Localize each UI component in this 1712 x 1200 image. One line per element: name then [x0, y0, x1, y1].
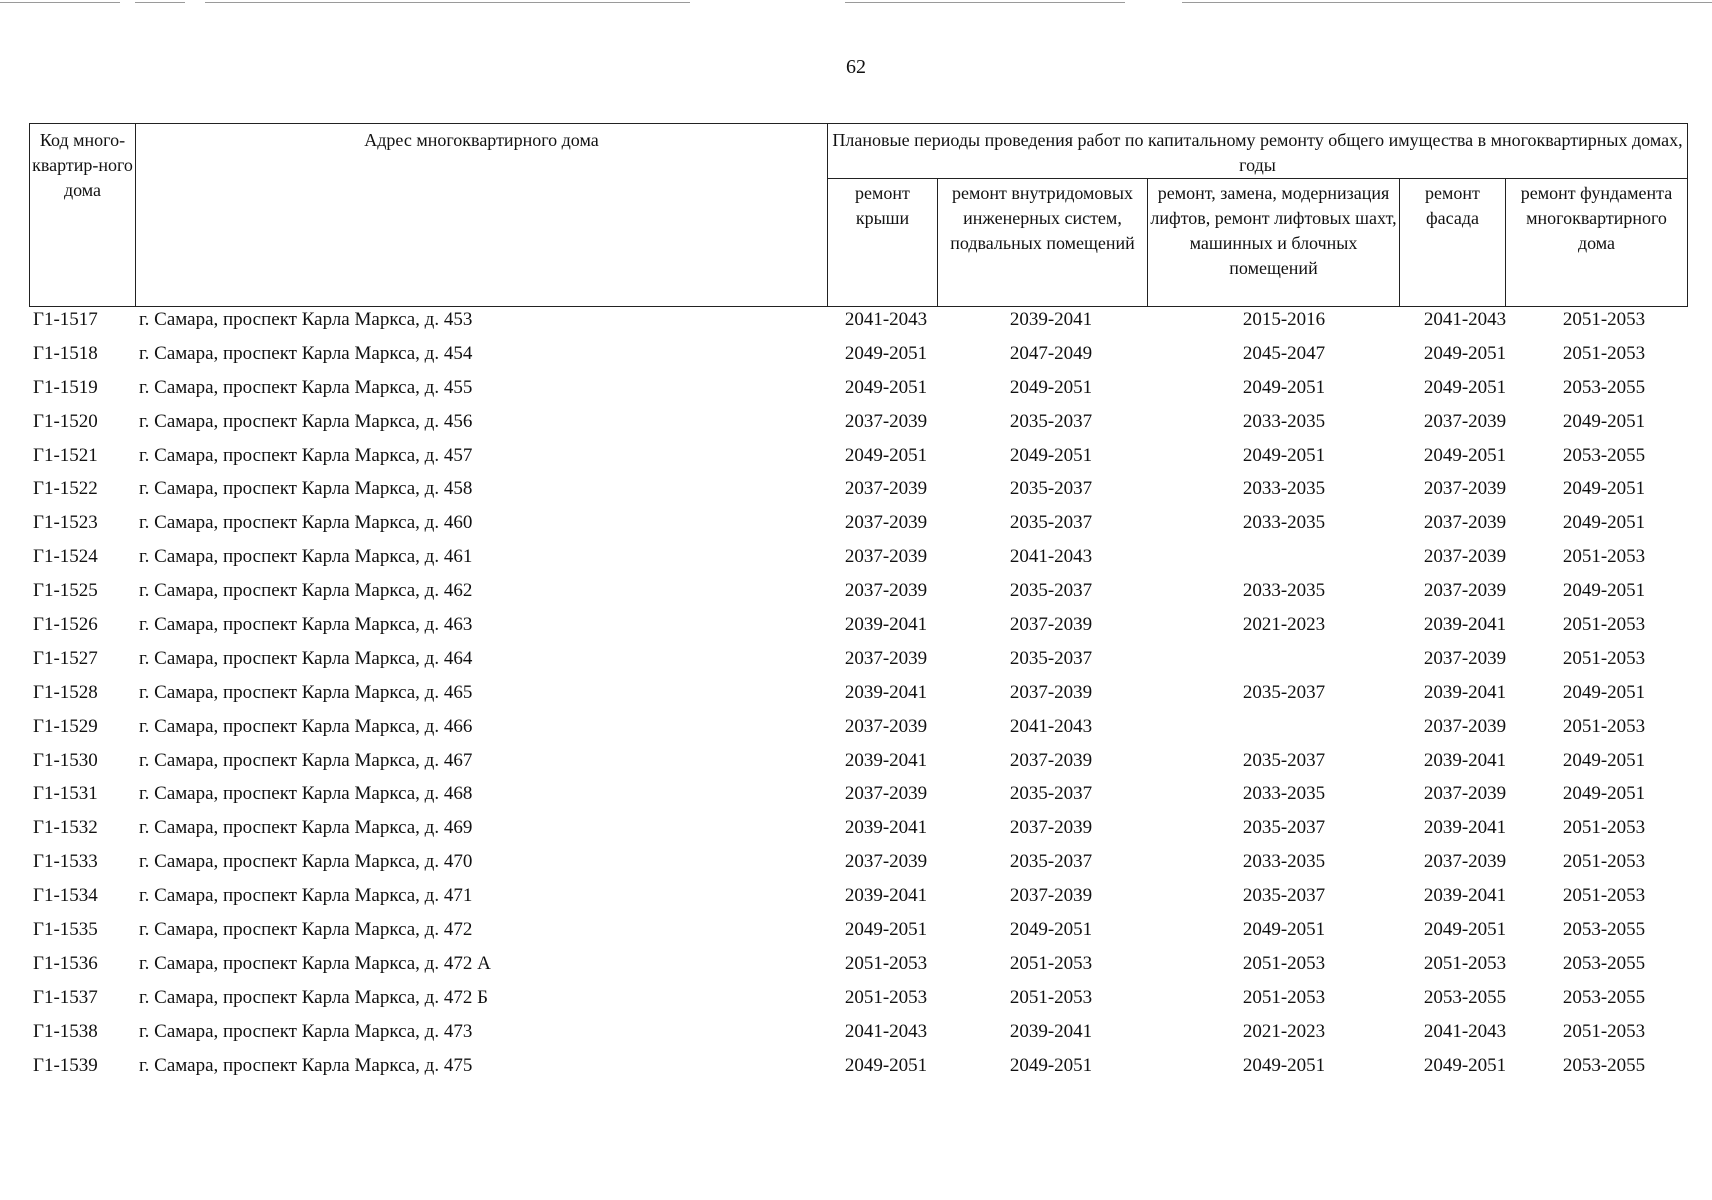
row-foundation-period: 2049-2051: [1562, 410, 1646, 432]
row-lifts-period: 2051-2053: [1242, 952, 1326, 974]
row-address: г. Самара, проспект Карла Маркса, д. 462: [139, 580, 473, 602]
table-row: [29, 646, 1687, 680]
row-roof-period: 2037-2039: [844, 715, 928, 737]
row-facade-period: 2037-2039: [1423, 512, 1507, 534]
row-roof-period: 2051-2053: [844, 952, 928, 974]
row-foundation-period: 2053-2055: [1562, 376, 1646, 398]
row-engineering-period: 2051-2053: [1009, 952, 1093, 974]
row-facade-period: 2037-2039: [1423, 580, 1507, 602]
row-code: Г1-1539: [33, 1054, 98, 1076]
row-code: Г1-1519: [33, 376, 98, 398]
row-code: Г1-1537: [33, 986, 98, 1008]
scan-edge-line: [135, 2, 185, 3]
table-row: [29, 883, 1687, 917]
row-code: Г1-1526: [33, 614, 98, 636]
header-code: Код много-квартир-ного дома: [30, 124, 136, 307]
table-row: [29, 714, 1687, 748]
row-roof-period: 2037-2039: [844, 647, 928, 669]
row-address: г. Самара, проспект Карла Маркса, д. 463: [139, 614, 473, 636]
row-code: Г1-1520: [33, 410, 98, 432]
row-facade-period: 2041-2043: [1423, 1020, 1507, 1042]
row-foundation-period: 2051-2053: [1562, 885, 1646, 907]
table-row: [29, 985, 1687, 1019]
row-engineering-period: 2035-2037: [1009, 783, 1093, 805]
row-code: Г1-1530: [33, 749, 98, 771]
scan-edge-line: [845, 2, 1125, 3]
row-foundation-period: 2049-2051: [1562, 478, 1646, 500]
row-facade-period: 2039-2041: [1423, 885, 1507, 907]
row-engineering-period: 2039-2041: [1009, 1020, 1093, 1042]
row-engineering-period: 2049-2051: [1009, 376, 1093, 398]
row-address: г. Самара, проспект Карла Маркса, д. 471: [139, 885, 473, 907]
row-engineering-period: 2037-2039: [1009, 817, 1093, 839]
row-code: Г1-1534: [33, 885, 98, 907]
row-engineering-period: 2035-2037: [1009, 410, 1093, 432]
row-foundation-period: 2051-2053: [1562, 309, 1646, 330]
row-roof-period: 2037-2039: [844, 410, 928, 432]
row-address: г. Самара, проспект Карла Маркса, д. 454: [139, 342, 473, 364]
row-engineering-period: 2035-2037: [1009, 647, 1093, 669]
row-roof-period: 2037-2039: [844, 851, 928, 873]
row-foundation-period: 2049-2051: [1562, 783, 1646, 805]
row-lifts-period: 2035-2037: [1242, 749, 1326, 771]
table-row: [29, 375, 1687, 409]
row-foundation-period: 2053-2055: [1562, 952, 1646, 974]
row-roof-period: 2049-2051: [844, 342, 928, 364]
table-body: [29, 307, 1687, 1086]
row-lifts-period: 2033-2035: [1242, 783, 1326, 805]
table-row: [29, 815, 1687, 849]
row-code: Г1-1525: [33, 580, 98, 602]
row-address: г. Самара, проспект Карла Маркса, д. 467: [139, 749, 473, 771]
row-foundation-period: 2051-2053: [1562, 647, 1646, 669]
row-address: г. Самара, проспект Карла Маркса, д. 457: [139, 444, 473, 466]
row-facade-period: 2039-2041: [1423, 681, 1507, 703]
row-foundation-period: 2049-2051: [1562, 512, 1646, 534]
row-lifts-period: 2021-2023: [1242, 1020, 1326, 1042]
row-roof-period: 2051-2053: [844, 986, 928, 1008]
row-facade-period: 2049-2051: [1423, 376, 1507, 398]
row-foundation-period: 2051-2053: [1562, 614, 1646, 636]
row-code: Г1-1522: [33, 478, 98, 500]
table-row: [29, 476, 1687, 510]
row-facade-period: 2037-2039: [1423, 783, 1507, 805]
row-roof-period: 2041-2043: [844, 309, 928, 330]
table-row: [29, 680, 1687, 714]
row-lifts-period: 2049-2051: [1242, 919, 1326, 941]
row-lifts-period: 2033-2035: [1242, 478, 1326, 500]
row-lifts-period: 2033-2035: [1242, 851, 1326, 873]
row-engineering-period: 2049-2051: [1009, 919, 1093, 941]
row-roof-period: 2049-2051: [844, 376, 928, 398]
row-facade-period: 2049-2051: [1423, 342, 1507, 364]
row-facade-period: 2039-2041: [1423, 614, 1507, 636]
row-address: г. Самара, проспект Карла Маркса, д. 472 Б: [139, 986, 489, 1008]
row-roof-period: 2039-2041: [844, 681, 928, 703]
row-address: г. Самара, проспект Карла Маркса, д. 461: [139, 546, 473, 568]
header-periods-group: Плановые периоды проведения работ по капитальному ремонту общего имущества в многоквартирных домах, годы: [828, 124, 1688, 179]
row-code: Г1-1538: [33, 1020, 98, 1042]
scan-edge-line: [1182, 2, 1712, 3]
row-facade-period: 2039-2041: [1423, 817, 1507, 839]
table-row: [29, 951, 1687, 985]
row-code: Г1-1523: [33, 512, 98, 534]
table-row: [29, 781, 1687, 815]
row-roof-period: 2039-2041: [844, 614, 928, 636]
row-code: Г1-1531: [33, 783, 98, 805]
table-row: [29, 409, 1687, 443]
row-foundation-period: 2051-2053: [1562, 546, 1646, 568]
row-foundation-period: 2053-2055: [1562, 919, 1646, 941]
row-engineering-period: 2037-2039: [1009, 749, 1093, 771]
table-row: [29, 1053, 1687, 1087]
row-foundation-period: 2051-2053: [1562, 851, 1646, 873]
row-lifts-period: 2051-2053: [1242, 986, 1326, 1008]
row-facade-period: 2041-2043: [1423, 309, 1507, 330]
row-engineering-period: 2035-2037: [1009, 851, 1093, 873]
table-header: [29, 123, 1688, 307]
row-roof-period: 2037-2039: [844, 478, 928, 500]
table-row: [29, 443, 1687, 477]
row-code: Г1-1536: [33, 952, 98, 974]
row-engineering-period: 2035-2037: [1009, 478, 1093, 500]
row-roof-period: 2049-2051: [844, 1054, 928, 1076]
row-lifts-period: 2015-2016: [1242, 309, 1326, 330]
row-roof-period: 2039-2041: [844, 885, 928, 907]
row-address: г. Самара, проспект Карла Маркса, д. 468: [139, 783, 473, 805]
row-engineering-period: 2037-2039: [1009, 614, 1093, 636]
row-address: г. Самара, проспект Карла Маркса, д. 466: [139, 715, 473, 737]
row-address: г. Самара, проспект Карла Маркса, д. 458: [139, 478, 473, 500]
row-foundation-period: 2049-2051: [1562, 749, 1646, 771]
header-lifts: ремонт, замена, модернизация лифтов, ремонт лифтовых шахт, машинных и блочных помещений: [1148, 179, 1400, 307]
row-facade-period: 2037-2039: [1423, 647, 1507, 669]
scan-edge-line: [0, 2, 120, 3]
row-roof-period: 2039-2041: [844, 749, 928, 771]
row-facade-period: 2037-2039: [1423, 478, 1507, 500]
row-address: г. Самара, проспект Карла Маркса, д. 470: [139, 851, 473, 873]
row-address: г. Самара, проспект Карла Маркса, д. 472 А: [139, 952, 491, 974]
row-facade-period: 2037-2039: [1423, 410, 1507, 432]
row-foundation-period: 2051-2053: [1562, 715, 1646, 737]
header-engineering: ремонт внутридомовых инженерных систем, подвальных помещений: [938, 179, 1148, 307]
row-address: г. Самара, проспект Карла Маркса, д. 453: [139, 309, 473, 330]
row-address: г. Самара, проспект Карла Маркса, д. 465: [139, 681, 473, 703]
row-code: Г1-1529: [33, 715, 98, 737]
row-roof-period: 2037-2039: [844, 512, 928, 534]
table-row: [29, 1019, 1687, 1053]
row-lifts-period: 2021-2023: [1242, 614, 1326, 636]
row-lifts-period: 2035-2037: [1242, 681, 1326, 703]
row-lifts-period: 2035-2037: [1242, 885, 1326, 907]
table-row: [29, 612, 1687, 646]
row-facade-period: 2037-2039: [1423, 546, 1507, 568]
row-engineering-period: 2041-2043: [1009, 546, 1093, 568]
row-foundation-period: 2053-2055: [1562, 986, 1646, 1008]
row-engineering-period: 2041-2043: [1009, 715, 1093, 737]
row-address: г. Самара, проспект Карла Маркса, д. 472: [139, 919, 473, 941]
row-address: г. Самара, проспект Карла Маркса, д. 455: [139, 376, 473, 398]
header-address: Адрес многоквартирного дома: [136, 124, 828, 307]
row-lifts-period: 2049-2051: [1242, 444, 1326, 466]
row-engineering-period: 2051-2053: [1009, 986, 1093, 1008]
header-foundation: ремонт фундамента многоквартирного дома: [1506, 179, 1688, 307]
row-facade-period: 2037-2039: [1423, 715, 1507, 737]
row-engineering-period: 2047-2049: [1009, 342, 1093, 364]
row-engineering-period: 2037-2039: [1009, 681, 1093, 703]
row-roof-period: 2049-2051: [844, 444, 928, 466]
row-roof-period: 2037-2039: [844, 546, 928, 568]
row-roof-period: 2041-2043: [844, 1020, 928, 1042]
table-row: [29, 917, 1687, 951]
table-row: [29, 748, 1687, 782]
row-address: г. Самара, проспект Карла Маркса, д. 475: [139, 1054, 473, 1076]
row-foundation-period: 2049-2051: [1562, 681, 1646, 703]
row-foundation-period: 2053-2055: [1562, 1054, 1646, 1076]
row-code: Г1-1521: [33, 444, 98, 466]
row-engineering-period: 2037-2039: [1009, 885, 1093, 907]
table-row: [29, 341, 1687, 375]
row-code: Г1-1517: [33, 309, 98, 330]
row-roof-period: 2037-2039: [844, 580, 928, 602]
row-code: Г1-1528: [33, 681, 98, 703]
row-code: Г1-1527: [33, 647, 98, 669]
row-code: Г1-1533: [33, 851, 98, 873]
row-roof-period: 2037-2039: [844, 783, 928, 805]
row-lifts-period: 2033-2035: [1242, 512, 1326, 534]
table-row: [29, 544, 1687, 578]
row-facade-period: 2049-2051: [1423, 1054, 1507, 1076]
table-row: [29, 578, 1687, 612]
row-lifts-period: 2049-2051: [1242, 376, 1326, 398]
row-lifts-period: 2033-2035: [1242, 580, 1326, 602]
row-facade-period: 2049-2051: [1423, 444, 1507, 466]
header-roof: ремонт крыши: [828, 179, 938, 307]
header-facade: ремонт фасада: [1400, 179, 1506, 307]
row-engineering-period: 2035-2037: [1009, 580, 1093, 602]
row-code: Г1-1535: [33, 919, 98, 941]
row-address: г. Самара, проспект Карла Маркса, д. 464: [139, 647, 473, 669]
row-lifts-period: 2049-2051: [1242, 1054, 1326, 1076]
row-lifts-period: 2035-2037: [1242, 817, 1326, 839]
row-code: Г1-1524: [33, 546, 98, 568]
row-engineering-period: 2039-2041: [1009, 309, 1093, 330]
table-row: [29, 307, 1687, 341]
page-number: 62: [846, 56, 866, 78]
row-address: г. Самара, проспект Карла Маркса, д. 469: [139, 817, 473, 839]
row-foundation-period: 2051-2053: [1562, 342, 1646, 364]
row-roof-period: 2049-2051: [844, 919, 928, 941]
row-lifts-period: 2045-2047: [1242, 342, 1326, 364]
row-foundation-period: 2051-2053: [1562, 817, 1646, 839]
row-foundation-period: 2049-2051: [1562, 580, 1646, 602]
row-address: г. Самара, проспект Карла Маркса, д. 460: [139, 512, 473, 534]
row-code: Г1-1518: [33, 342, 98, 364]
row-address: г. Самара, проспект Карла Маркса, д. 456: [139, 410, 473, 432]
table-row: [29, 510, 1687, 544]
row-facade-period: 2037-2039: [1423, 851, 1507, 873]
row-facade-period: 2049-2051: [1423, 919, 1507, 941]
row-foundation-period: 2053-2055: [1562, 444, 1646, 466]
row-address: г. Самара, проспект Карла Маркса, д. 473: [139, 1020, 473, 1042]
row-facade-period: 2051-2053: [1423, 952, 1507, 974]
row-engineering-period: 2035-2037: [1009, 512, 1093, 534]
row-lifts-period: 2033-2035: [1242, 410, 1326, 432]
row-foundation-period: 2051-2053: [1562, 1020, 1646, 1042]
scan-edge-line: [205, 2, 690, 3]
row-facade-period: 2053-2055: [1423, 986, 1507, 1008]
row-engineering-period: 2049-2051: [1009, 444, 1093, 466]
row-roof-period: 2039-2041: [844, 817, 928, 839]
row-code: Г1-1532: [33, 817, 98, 839]
row-engineering-period: 2049-2051: [1009, 1054, 1093, 1076]
table-row: [29, 849, 1687, 883]
row-facade-period: 2039-2041: [1423, 749, 1507, 771]
